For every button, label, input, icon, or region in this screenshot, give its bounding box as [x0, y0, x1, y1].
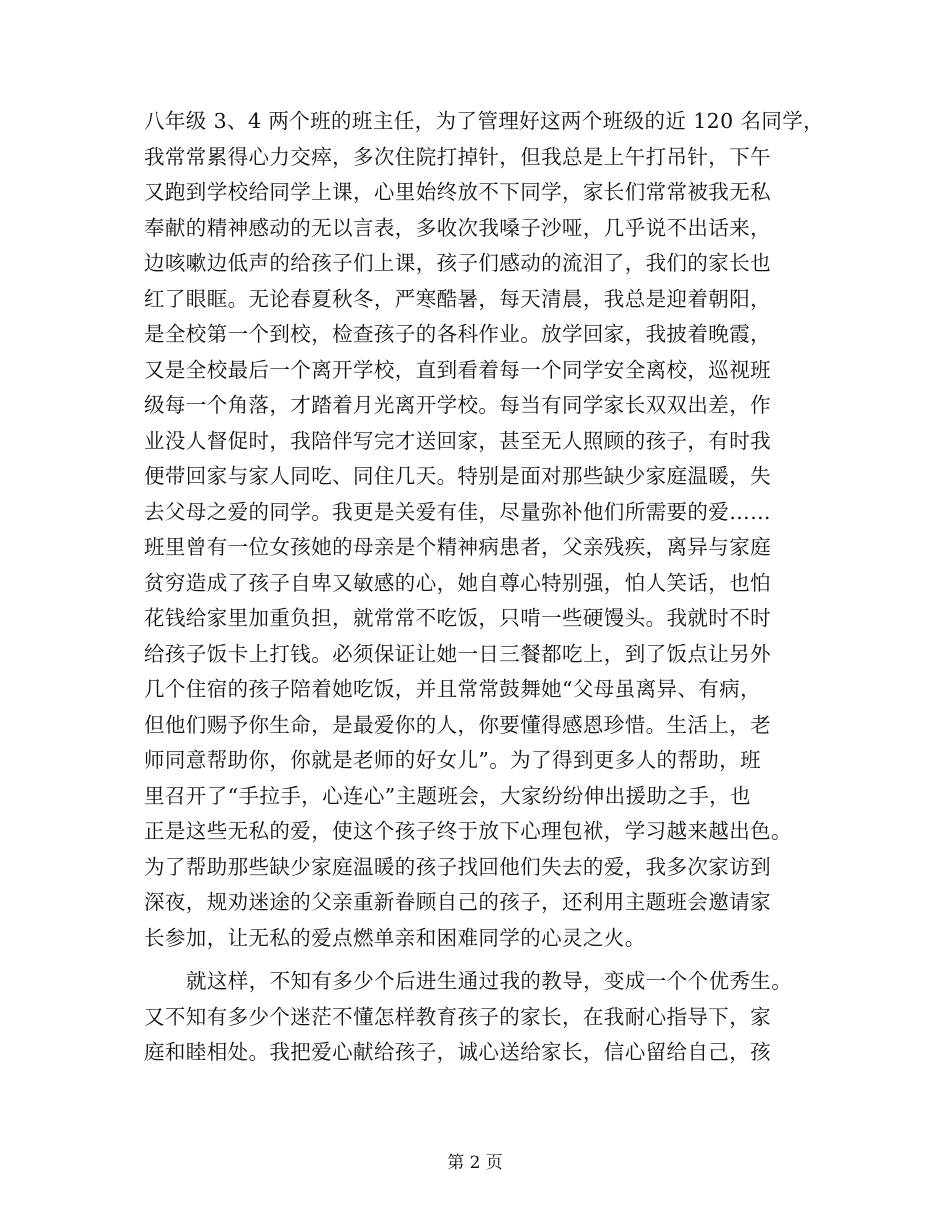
text-line: 几个住宿的孩子陪着她吃饭，并且常常鼓舞她“父母虽离异、有病，: [144, 677, 761, 701]
text-line: 长参加，让无私的爱点燃单亲和困难同学的心灵之火。: [144, 925, 646, 950]
text-line: 但他们赐予你生命，是最爱你的人，你要懂得感恩珍惜。生活上，老: [144, 712, 771, 737]
text-line: 师同意帮助你，你就是老师的好女儿”。为了得到更多人的帮助，班: [144, 748, 761, 772]
page-number: 第 2 页: [447, 1153, 503, 1173]
text-line: 花钱给家里加重负担，就常常不吃饭，只啃一些硬馒头。我就时不时: [144, 606, 771, 630]
text-line: 里召开了“手拉手，心连心”主题班会，大家纷纷伸出援助之手，也: [144, 783, 751, 808]
text-line: 边咳嗽边低声的给孩子们上课，孩子们感动的流泪了，我们的家长也: [144, 251, 771, 275]
text-line: 我常常累得心力交瘁，多次住院打掉针，但我总是上午打吊针，下午: [144, 144, 771, 169]
text-line: 去父母之爱的同学。我更是关爱有佳，尽量弥补他们所需要的爱……: [144, 499, 771, 524]
text-line: 又是全校最后一个离开学校，直到看着每一个同学安全离校，巡视班: [144, 357, 771, 382]
text-line: 业没人督促时，我陪伴写完才送回家，甚至无人照顾的孩子，有时我: [144, 428, 771, 453]
text-line: 班里曾有一位女孩她的母亲是个精神病患者，父亲残疾，离异与家庭: [144, 535, 771, 559]
text-line: 奉献的精神感动的无以言表，多收次我嗓子沙哑，几乎说不出话来，: [144, 215, 771, 240]
text-line: 便带回家与家人同吃、同住几天。特别是面对那些缺少家庭温暖，失: [144, 464, 771, 488]
text-line: 庭和睦相处。我把爱心献给孩子，诚心送给家长，信心留给自己，孩: [144, 1040, 771, 1064]
text-line: 又跑到学校给同学上课，心里始终放不下同学，家长们常常被我无私: [144, 180, 771, 204]
text-line: 为了帮助那些缺少家庭温暖的孩子找回他们失去的爱，我多次家访到: [144, 854, 771, 879]
text-line: 是全校第一个到校，检查孩子的各科作业。放学回家，我披着晚霞，: [144, 322, 771, 346]
paragraph-first-line: 就这样，不知有多少个后进生通过我的教导，变成一个个优秀生。: [186, 969, 793, 993]
text-line: 又不知有多少个迷茫不懂怎样教育孩子的家长，在我耐心指导下，家: [144, 1004, 771, 1029]
text-line: 级每一个角落，才踏着月光离开学校。每当有同学家长双双出差，作: [144, 393, 771, 417]
text-line: 给孩子饭卡上打钱。必须保证让她一日三餐都吃上，到了饭点让另外: [144, 641, 771, 666]
text-line: 八年级 3、4 两个班的班主任，为了管理好这两个班级的近 120 名同学，: [144, 109, 825, 133]
text-line: 红了眼眶。无论春夏秋冬，严寒酷暑，每天清晨，我总是迎着朝阳，: [144, 286, 771, 311]
body-text: [144, 104, 825, 1071]
text-line: 正是这些无私的爱，使这个孩子终于放下心理包袱，学习越来越出色。: [144, 819, 792, 843]
text-line: 深夜，规劝迷途的父亲重新眷顾自己的孩子，还利用主题班会邀请家: [144, 890, 771, 914]
text-line: 贫穷造成了孩子自卑又敏感的心，她自尊心特别强，怕人笑话，也怕: [144, 570, 771, 595]
